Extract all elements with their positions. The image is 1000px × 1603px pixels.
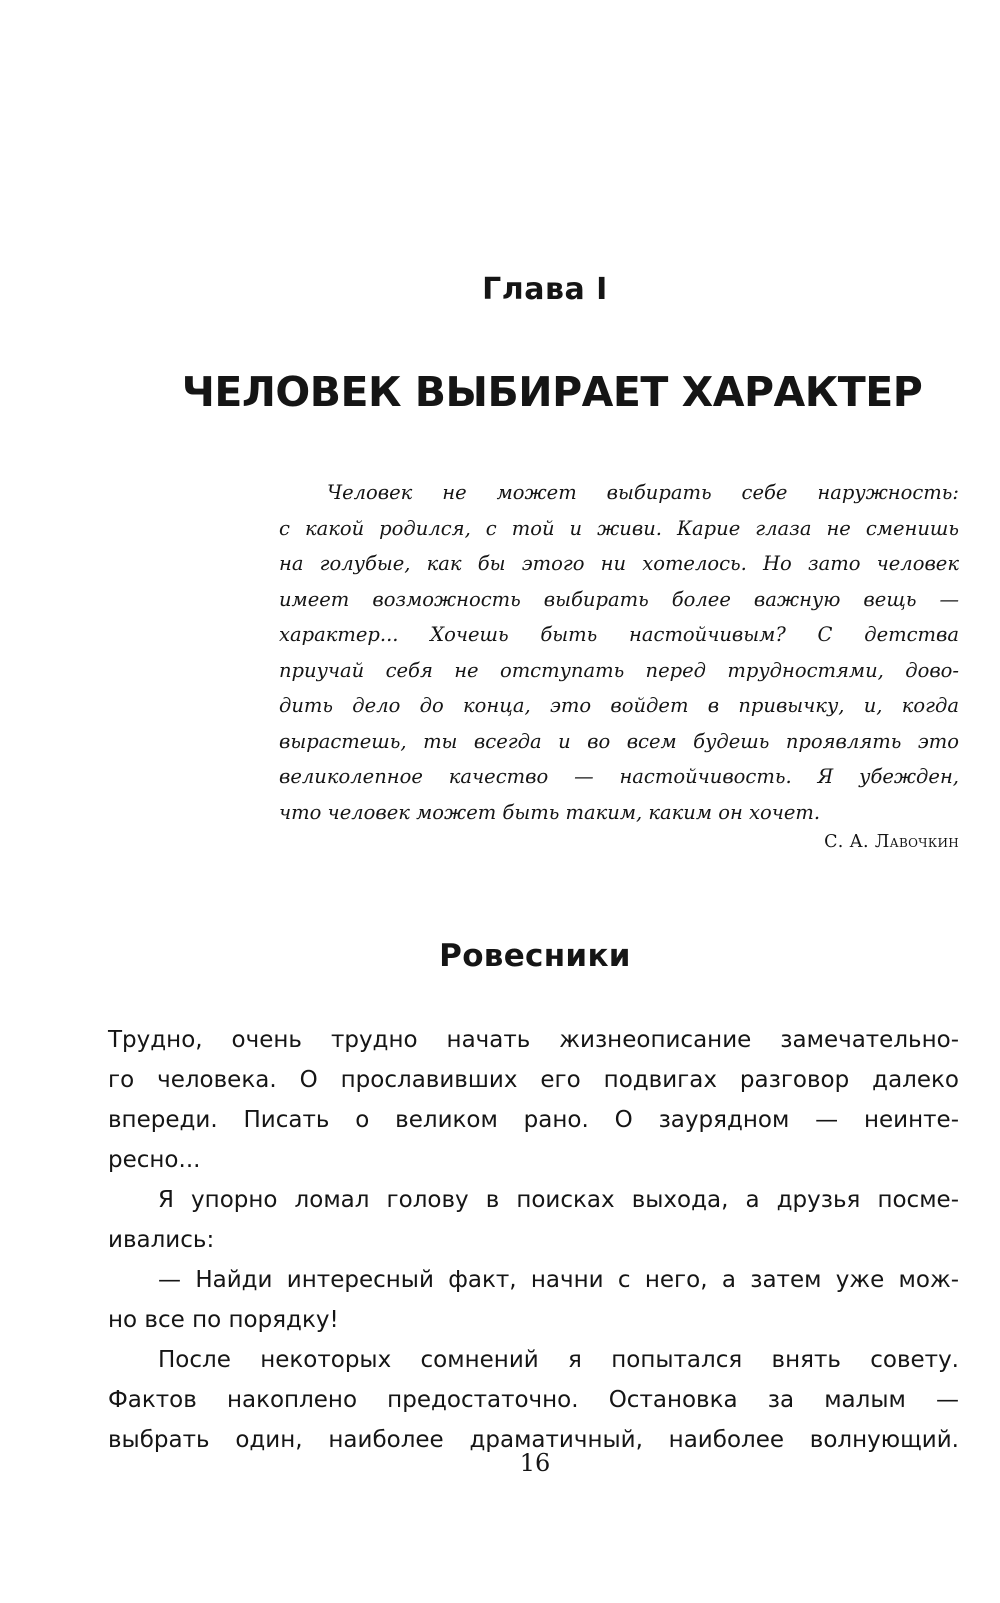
- epigraph-line: что человек может быть таким, каким он хочет.: [279, 800, 821, 824]
- body-line: После некоторых сомнений я попытался внять совету.: [158, 1347, 959, 1373]
- epigraph-line: вырастешь, ты всегда и во всем будешь проявлять это: [279, 729, 959, 753]
- body-line: го человека. О прославивших его подвигах разговор далеко: [108, 1067, 959, 1093]
- chapter-title: ЧЕЛОВЕК ВЫБИРАЕТ ХАРАКТЕР: [181, 368, 923, 416]
- body-line: ресно...: [108, 1147, 201, 1173]
- epigraph-author: С. А. Лавочкин: [824, 832, 959, 852]
- body-line: Я упорно ломал голову в поисках выхода, а друзья посме-: [158, 1187, 959, 1213]
- body-line: впереди. Писать о великом рано. О заурядном — неинте-: [108, 1107, 959, 1133]
- page-number: 16: [519, 1449, 551, 1477]
- body-line: Фактов накоплено предостаточно. Остановка за малым —: [108, 1387, 959, 1413]
- epigraph-line: с какой родился, с той и живи. Карие глаза не сменишь: [279, 516, 959, 540]
- epigraph-line: Человек не может выбирать себе наружность:: [327, 481, 959, 504]
- body-line: Трудно, очень трудно начать жизнеописание замечательно-: [108, 1027, 959, 1053]
- body-line: но все по порядку!: [108, 1307, 339, 1333]
- section-title: Ровесники: [439, 938, 631, 974]
- body-line: — Найди интересный факт, начни с него, а затем уже мож-: [158, 1267, 959, 1293]
- body-line: выбрать один, наиболее драматичный, наиболее волнующий.: [108, 1427, 959, 1453]
- epigraph-line: имеет возможность выбирать более важную вещь —: [279, 587, 959, 611]
- epigraph: [279, 475, 959, 830]
- epigraph-line: характер... Хочешь быть настойчивым? С детства: [279, 623, 959, 646]
- epigraph-line: на голубые, как бы этого ни хотелось. Но зато человек: [279, 552, 959, 575]
- epigraph-line: приучай себя не отступать перед трудностями, дово-: [279, 658, 959, 682]
- chapter-label: Глава I: [482, 272, 608, 307]
- body-line: ивались:: [108, 1227, 215, 1253]
- epigraph-line: великолепное качество — настойчивость. Я убежден,: [279, 765, 959, 788]
- body-text: [108, 1020, 959, 1460]
- epigraph-line: дить дело до конца, это войдет в привычку, и, когда: [279, 694, 959, 717]
